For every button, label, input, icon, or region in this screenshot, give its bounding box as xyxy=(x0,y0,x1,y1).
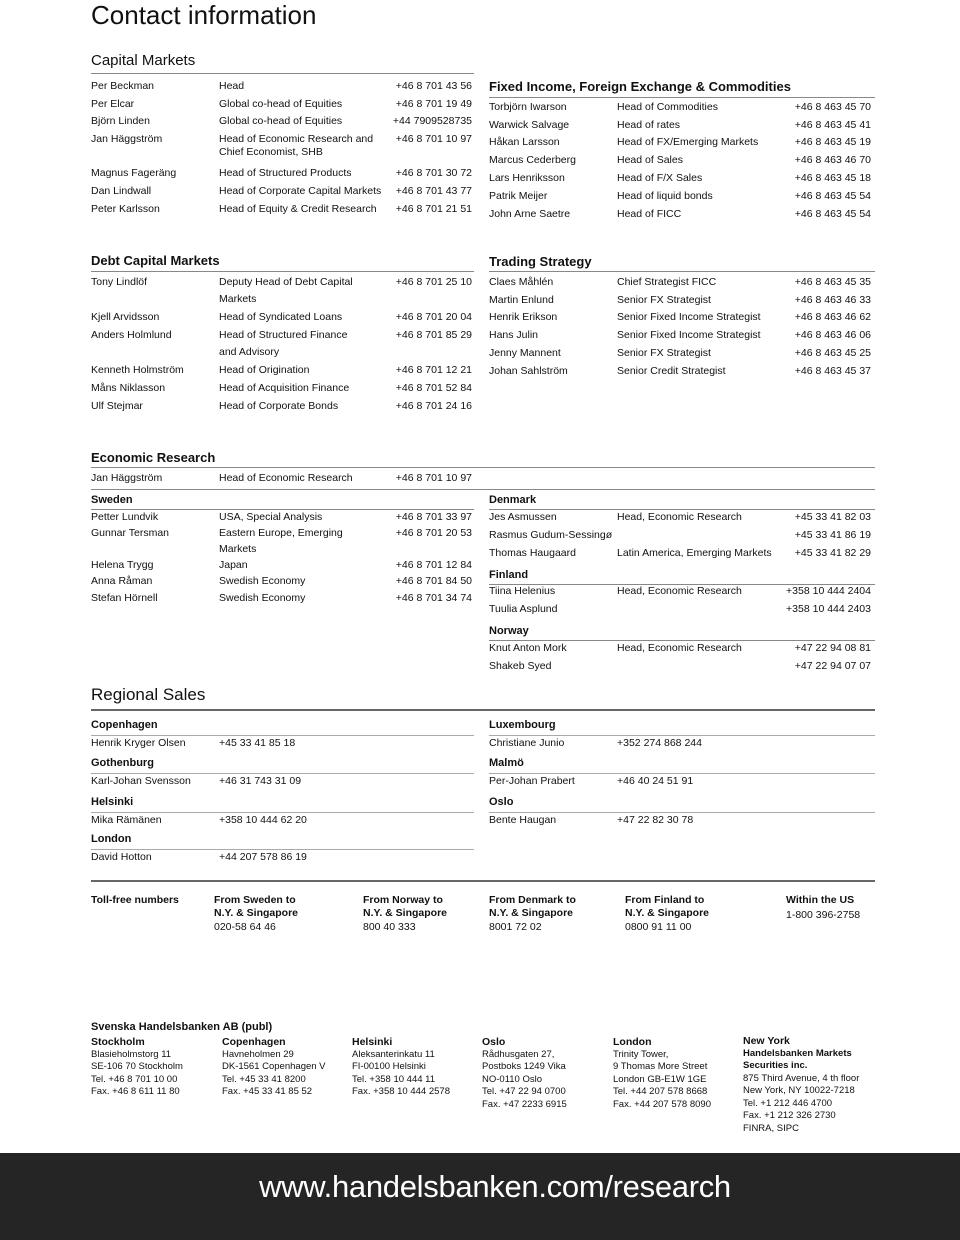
contact-name: Jes Asmussen xyxy=(489,511,557,523)
contact-phone: +46 8 701 12 84 xyxy=(395,559,472,571)
contact-name: Kjell Arvidsson xyxy=(91,311,160,323)
toll-free-number: 1-800 396-2758 xyxy=(786,908,861,921)
contact-role-cont: Markets xyxy=(219,543,257,555)
divider xyxy=(91,467,875,468)
contact-phone: +46 8 701 43 77 xyxy=(395,185,472,197)
contact-name: Håkan Larsson xyxy=(489,136,560,148)
contact-role: Head of Economic Research and xyxy=(219,133,374,145)
contact-role: Head of Economic Research xyxy=(219,472,353,484)
office-line: Securities inc. xyxy=(743,1060,808,1071)
toll-free-from: From Sweden to xyxy=(214,894,296,906)
contact-role: Head, Economic Research xyxy=(617,642,742,654)
office-city: London xyxy=(613,1036,652,1048)
contact-name: Johan Sahlström xyxy=(489,365,568,377)
divider xyxy=(91,812,474,813)
contact-role: Head of Syndicated Loans xyxy=(219,311,343,323)
contact-role: Senior Credit Strategist xyxy=(617,365,726,377)
finland-table xyxy=(489,585,874,621)
contact-role: Senior Fixed Income Strategist xyxy=(617,329,761,341)
contact-phone: +46 8 701 10 97 xyxy=(395,472,472,484)
office-line: 9 Thomas More Street xyxy=(613,1061,708,1072)
divider xyxy=(489,812,875,813)
contact-row xyxy=(489,603,874,619)
office-block xyxy=(482,1036,567,1111)
office-line: London GB-E1W 1GE xyxy=(613,1073,707,1085)
contact-role-cont: and Advisory xyxy=(219,346,280,358)
contact-phone: +46 8 701 52 84 xyxy=(395,382,472,394)
contact-role: Latin America, Emerging Markets xyxy=(617,547,772,559)
contact-name: Anders Holmlund xyxy=(91,329,172,341)
contact-name: John Arne Saetre xyxy=(489,208,571,220)
contact-role: Head, Economic Research xyxy=(617,511,742,523)
contact-role: Head of Equity & Credit Research xyxy=(219,203,377,215)
region-contact-phone: +358 10 444 62 20 xyxy=(219,814,307,826)
contact-name: Måns Niklasson xyxy=(91,382,166,394)
toll-free-item xyxy=(489,894,576,934)
economic-research-heading: Economic Research xyxy=(91,450,216,465)
contact-row xyxy=(489,642,874,658)
contact-role: Senior FX Strategist xyxy=(617,294,711,306)
contact-phone: +46 8 463 46 06 xyxy=(794,329,871,341)
office-line: SE-106 70 Stockholm xyxy=(91,1061,183,1072)
divider xyxy=(489,735,875,736)
contact-phone: +46 8 463 45 18 xyxy=(794,172,871,184)
contact-row xyxy=(91,115,476,131)
contact-role: Head of Corporate Capital Markets xyxy=(219,185,382,197)
divider xyxy=(91,73,474,74)
region-contact-phone: +45 33 41 85 18 xyxy=(219,737,296,749)
divider xyxy=(91,849,474,850)
contact-name: Tuulia Asplund xyxy=(489,603,558,615)
contact-row xyxy=(489,294,874,310)
office-line: Fax. +1 212 326 2730 xyxy=(743,1110,836,1121)
region-city: Malmö xyxy=(489,757,524,769)
region-city: Gothenburg xyxy=(91,757,154,769)
contact-name: Tony Lindlöf xyxy=(91,276,148,288)
contact-phone: +46 8 463 46 62 xyxy=(794,311,871,323)
office-line: Fax. +45 33 41 85 52 xyxy=(222,1086,313,1097)
contact-row xyxy=(489,529,874,545)
fixed-income-heading: Fixed Income, Foreign Exchange & Commodities xyxy=(489,79,791,94)
toll-free-from: From Finland to xyxy=(625,894,705,906)
contact-name: Shakeb Syed xyxy=(489,660,552,672)
regional-sales-heading: Regional Sales xyxy=(91,685,206,704)
contact-role: Deputy Head of Debt Capital xyxy=(219,276,353,288)
contact-row xyxy=(91,98,476,114)
contact-row xyxy=(489,119,874,135)
contact-row xyxy=(489,585,874,601)
contact-row xyxy=(489,347,874,363)
contact-role: Swedish Economy xyxy=(219,592,306,604)
contact-phone: +46 8 701 84 50 xyxy=(395,575,472,587)
denmark-label: Denmark xyxy=(489,494,537,506)
contact-row xyxy=(489,190,874,206)
contact-phone: +46 8 701 24 16 xyxy=(395,400,472,412)
office-line: DK-1561 Copenhagen V xyxy=(222,1061,326,1072)
toll-free-number: 8001 72 02 xyxy=(489,921,542,933)
contact-row xyxy=(91,80,476,96)
region-contact-phone: +47 22 82 30 78 xyxy=(617,814,694,826)
office-line: Fax. +44 207 578 8090 xyxy=(613,1098,711,1110)
toll-free-number: 0800 91 11 00 xyxy=(625,921,692,933)
contact-role: Head xyxy=(219,80,245,92)
contact-phone: +46 8 701 43 56 xyxy=(395,80,472,92)
contact-name: Jenny Mannent xyxy=(489,347,561,359)
divider xyxy=(91,489,875,490)
norway-table xyxy=(489,642,874,678)
toll-free-from: From Denmark to xyxy=(489,894,576,906)
region-contact-name: David Hotton xyxy=(91,851,152,863)
toll-free-from: From Norway to xyxy=(363,894,443,906)
office-line: Tel. +45 33 41 8200 xyxy=(222,1073,306,1085)
contact-row xyxy=(489,329,874,345)
contact-phone: +46 8 701 85 29 xyxy=(395,329,472,341)
contact-row xyxy=(91,167,476,183)
contact-row xyxy=(489,547,874,563)
contact-role: Head of Origination xyxy=(219,364,310,376)
region-contact-name: Karl-Johan Svensson xyxy=(91,775,191,787)
office-line: FINRA, SIPC xyxy=(743,1122,799,1134)
contact-row xyxy=(489,154,874,170)
contact-role: Head of Structured Products xyxy=(219,167,352,179)
capital-markets-table xyxy=(91,80,476,220)
contact-name: Helena Trygg xyxy=(91,559,154,571)
contact-role: Head of FX/Emerging Markets xyxy=(617,136,759,148)
contact-role: Head of rates xyxy=(617,119,681,131)
contact-phone: +47 22 94 08 81 xyxy=(794,642,871,654)
contact-role: Japan xyxy=(219,559,248,571)
contact-name: Anna Råman xyxy=(91,575,153,587)
contact-row xyxy=(91,329,476,358)
fixed-income-table xyxy=(489,101,874,226)
contact-role: Swedish Economy xyxy=(219,575,306,587)
contact-phone: +47 22 94 07 07 xyxy=(794,660,871,672)
region-contact-phone: +46 40 24 51 91 xyxy=(617,775,694,787)
contact-phone: +358 10 444 2404 xyxy=(786,585,871,597)
contact-phone: +46 8 701 33 97 xyxy=(395,511,472,523)
footer-bar xyxy=(0,1153,960,1240)
contact-phone: +46 8 463 46 33 xyxy=(794,294,871,306)
contact-row xyxy=(91,203,476,219)
contact-role: Head of FICC xyxy=(617,208,682,220)
divider xyxy=(489,773,875,774)
region-city: Copenhagen xyxy=(91,719,158,731)
contact-name: Jan Häggström xyxy=(91,133,163,145)
contact-row xyxy=(489,660,874,676)
contact-role: Head of Sales xyxy=(617,154,683,166)
contact-name: Peter Karlsson xyxy=(91,203,160,215)
contact-name: Lars Henriksson xyxy=(489,172,565,184)
contact-row xyxy=(91,592,476,608)
contact-role: Global co-head of Equities xyxy=(219,98,343,110)
region-contact-name: Per-Johan Prabert xyxy=(489,775,575,787)
contact-phone: +46 8 701 20 04 xyxy=(395,311,472,323)
contact-name: Patrik Meijer xyxy=(489,190,548,202)
toll-free-item xyxy=(786,894,860,921)
divider xyxy=(91,880,875,882)
contact-role: Eastern Europe, Emerging xyxy=(219,527,343,539)
office-block xyxy=(222,1036,326,1099)
contact-role: Head of Structured Finance xyxy=(219,329,348,341)
contact-phone: +44 7909528735 xyxy=(392,115,472,127)
office-block xyxy=(91,1036,183,1099)
office-block xyxy=(352,1036,450,1099)
contact-role: Head of liquid bonds xyxy=(617,190,713,202)
contact-row xyxy=(489,365,874,381)
contact-phone: +46 8 463 45 19 xyxy=(794,136,871,148)
divider xyxy=(489,97,875,98)
divider xyxy=(91,509,474,510)
divider xyxy=(489,640,875,641)
contact-phone: +46 8 463 45 54 xyxy=(794,190,871,202)
contact-role: Head of Acquisition Finance xyxy=(219,382,350,394)
contact-name: Jan Häggström xyxy=(91,472,163,484)
office-city: Copenhagen xyxy=(222,1036,286,1048)
office-line: Handelsbanken Markets xyxy=(743,1047,852,1059)
office-line: Trinity Tower, xyxy=(613,1048,669,1060)
contact-name: Henrik Erikson xyxy=(489,311,558,323)
contact-phone: +46 8 463 45 41 xyxy=(794,119,871,131)
sweden-table xyxy=(91,511,476,611)
region-contact-phone: +46 31 743 31 09 xyxy=(219,775,302,787)
contact-role: Head, Economic Research xyxy=(617,585,742,597)
sweden-label: Sweden xyxy=(91,494,133,506)
debt-capital-table xyxy=(91,276,476,416)
contact-row xyxy=(489,101,874,117)
contact-phone: +45 33 41 82 29 xyxy=(794,547,871,559)
toll-free-dest: N.Y. & Singapore xyxy=(363,906,448,919)
contact-name: Dan Lindwall xyxy=(91,185,152,197)
contact-role: Head of Corporate Bonds xyxy=(219,400,339,412)
contact-name: Torbjörn Iwarson xyxy=(489,101,567,113)
footer-url-link[interactable]: www.handelsbanken.com/research xyxy=(259,1169,731,1204)
contact-row xyxy=(489,276,874,292)
office-line: Tel. +46 8 701 10 00 xyxy=(91,1073,178,1085)
contact-phone: +46 8 463 45 37 xyxy=(794,365,871,377)
region-contact-phone: +352 274 868 244 xyxy=(617,737,702,749)
contact-role: Chief Strategist FICC xyxy=(617,276,717,288)
contact-name: Petter Lundvik xyxy=(91,511,159,523)
office-line: Tel. +358 10 444 11 xyxy=(352,1073,436,1085)
office-line: Rådhusgaten 27, xyxy=(482,1048,555,1060)
region-contact-name: Christiane Junio xyxy=(489,737,565,749)
contact-row xyxy=(489,172,874,188)
toll-free-dest: N.Y. & Singapore xyxy=(489,906,574,919)
economic-research-head xyxy=(91,472,476,488)
office-city: Oslo xyxy=(482,1036,506,1048)
contact-name: Per Elcar xyxy=(91,98,135,110)
contact-name: Ulf Stejmar xyxy=(91,400,143,412)
contact-row xyxy=(91,185,476,201)
contact-role: USA, Special Analysis xyxy=(219,511,323,523)
contact-role: Head of F/X Sales xyxy=(617,172,703,184)
contact-row xyxy=(91,133,476,158)
region-contact-name: Henrik Kryger Olsen xyxy=(91,737,186,749)
contact-row xyxy=(91,311,476,327)
contact-name: Björn Linden xyxy=(91,115,150,127)
contact-phone: +46 8 701 20 53 xyxy=(395,527,472,539)
office-city: Helsinki xyxy=(352,1036,393,1048)
contact-name: Thomas Haugaard xyxy=(489,547,576,559)
divider xyxy=(91,735,474,736)
contact-row xyxy=(91,559,476,575)
region-city: London xyxy=(91,833,132,845)
region-contact-name: Mika Rämänen xyxy=(91,814,162,826)
contact-phone: +46 8 701 21 51 xyxy=(395,203,472,215)
contact-phone: +46 8 463 46 70 xyxy=(794,154,871,166)
office-line: Fax. +47 2233 6915 xyxy=(482,1098,567,1110)
page-title: Contact information xyxy=(91,0,317,30)
office-city: New York xyxy=(743,1035,790,1047)
contact-name: Rasmus Gudum-Sessingø xyxy=(489,529,613,541)
office-line: Tel. +47 22 94 0700 xyxy=(482,1086,566,1097)
contact-role: Global co-head of Equities xyxy=(219,115,343,127)
contact-row xyxy=(489,208,874,224)
contact-name: Gunnar Tersman xyxy=(91,527,170,539)
finland-label: Finland xyxy=(489,569,529,581)
office-line: Havneholmen 29 xyxy=(222,1048,294,1060)
contact-phone: +46 8 701 25 10 xyxy=(395,276,472,288)
contact-phone: +45 33 41 82 03 xyxy=(794,511,871,523)
office-line: Blasieholmstorg 11 xyxy=(91,1048,172,1060)
trading-strategy-table xyxy=(489,276,874,386)
denmark-table xyxy=(489,511,874,567)
contact-role-cont: Markets xyxy=(219,293,257,305)
region-city: Helsinki xyxy=(91,796,134,808)
region-city: Luxembourg xyxy=(489,719,556,731)
contact-role: Senior Fixed Income Strategist xyxy=(617,311,761,323)
contact-phone: +46 8 463 45 70 xyxy=(794,101,871,113)
capital-markets-heading: Capital Markets xyxy=(91,52,196,69)
office-line: Tel. +44 207 578 8668 xyxy=(613,1086,708,1097)
office-line: Postboks 1249 Vika xyxy=(482,1061,566,1072)
contact-name: Hans Julin xyxy=(489,329,539,341)
region-contact-name: Bente Haugan xyxy=(489,814,557,826)
region-contact-phone: +44 207 578 86 19 xyxy=(219,851,307,863)
contact-role-cont: Chief Economist, SHB xyxy=(219,146,323,158)
toll-free-label: Toll-free numbers xyxy=(91,894,179,906)
office-line: NO-0110 Oslo xyxy=(482,1073,543,1085)
contact-name: Knut Anton Mork xyxy=(489,642,567,654)
office-line: Fax. +46 8 611 11 80 xyxy=(91,1086,180,1097)
contact-name: Warwick Salvage xyxy=(489,119,570,131)
contact-row xyxy=(91,527,476,555)
office-line: FI-00100 Helsinki xyxy=(352,1061,426,1072)
divider xyxy=(91,709,875,711)
toll-free-dest: N.Y. & Singapore xyxy=(214,906,299,919)
contact-name: Kenneth Holmström xyxy=(91,364,184,376)
contact-row xyxy=(489,311,874,327)
company-name: Svenska Handelsbanken AB (publ) xyxy=(91,1021,273,1033)
divider xyxy=(489,271,875,272)
debt-capital-heading: Debt Capital Markets xyxy=(91,253,220,268)
contact-role: Senior FX Strategist xyxy=(617,347,711,359)
contact-name: Claes Måhlén xyxy=(489,276,554,288)
contact-name: Per Beckman xyxy=(91,80,155,92)
contact-phone: +358 10 444 2403 xyxy=(786,603,871,615)
toll-free-from: Within the US xyxy=(786,894,855,906)
contact-row xyxy=(91,382,476,398)
toll-free-item xyxy=(363,894,447,934)
toll-free-dest: N.Y. & Singapore xyxy=(625,906,710,919)
office-line: 875 Third Avenue, 4 th floor xyxy=(743,1072,860,1084)
contact-row xyxy=(489,511,874,527)
contact-phone: +46 8 463 45 35 xyxy=(794,276,871,288)
toll-free-item xyxy=(214,894,298,934)
toll-free-number: 800 40 333 xyxy=(363,921,416,933)
divider xyxy=(91,773,474,774)
contact-role: Head of Commodities xyxy=(617,101,718,113)
contact-phone: +46 8 701 10 97 xyxy=(395,133,472,145)
office-line: Aleksanterinkatu 11 xyxy=(352,1048,435,1060)
contact-phone: +46 8 701 30 72 xyxy=(395,167,472,179)
divider xyxy=(91,271,474,272)
region-city: Oslo xyxy=(489,796,514,808)
contact-row xyxy=(91,472,476,488)
trading-strategy-heading: Trading Strategy xyxy=(489,254,592,269)
office-block xyxy=(613,1036,711,1111)
contact-row xyxy=(91,364,476,380)
contact-phone: +46 8 701 12 21 xyxy=(395,364,472,376)
office-line: New York, NY 10022-7218 xyxy=(743,1085,855,1096)
contact-name: Marcus Cederberg xyxy=(489,154,576,166)
toll-free-number: 020-58 64 46 xyxy=(214,921,276,933)
contact-phone: +46 8 463 45 54 xyxy=(794,208,871,220)
office-line: Fax. +358 10 444 2578 xyxy=(352,1086,450,1097)
norway-label: Norway xyxy=(489,625,529,637)
office-line: Tel. +1 212 446 4700 xyxy=(743,1097,833,1109)
divider xyxy=(489,509,875,510)
contact-name: Stefan Hörnell xyxy=(91,592,158,604)
contact-name: Tiina Helenius xyxy=(489,585,556,597)
contact-row xyxy=(489,136,874,152)
contact-name: Magnus Fageräng xyxy=(91,167,177,179)
contact-phone: +46 8 701 34 74 xyxy=(395,592,472,604)
office-city: Stockholm xyxy=(91,1036,145,1048)
contact-row xyxy=(91,575,476,591)
contact-name: Martin Enlund xyxy=(489,294,554,306)
contact-row xyxy=(91,511,476,527)
office-block xyxy=(743,1035,859,1135)
contact-row xyxy=(91,400,476,416)
contact-phone: +46 8 701 19 49 xyxy=(395,98,472,110)
contact-row xyxy=(91,276,476,305)
toll-free-item xyxy=(625,894,709,934)
contact-phone: +45 33 41 86 19 xyxy=(794,529,871,541)
contact-phone: +46 8 463 45 25 xyxy=(794,347,871,359)
